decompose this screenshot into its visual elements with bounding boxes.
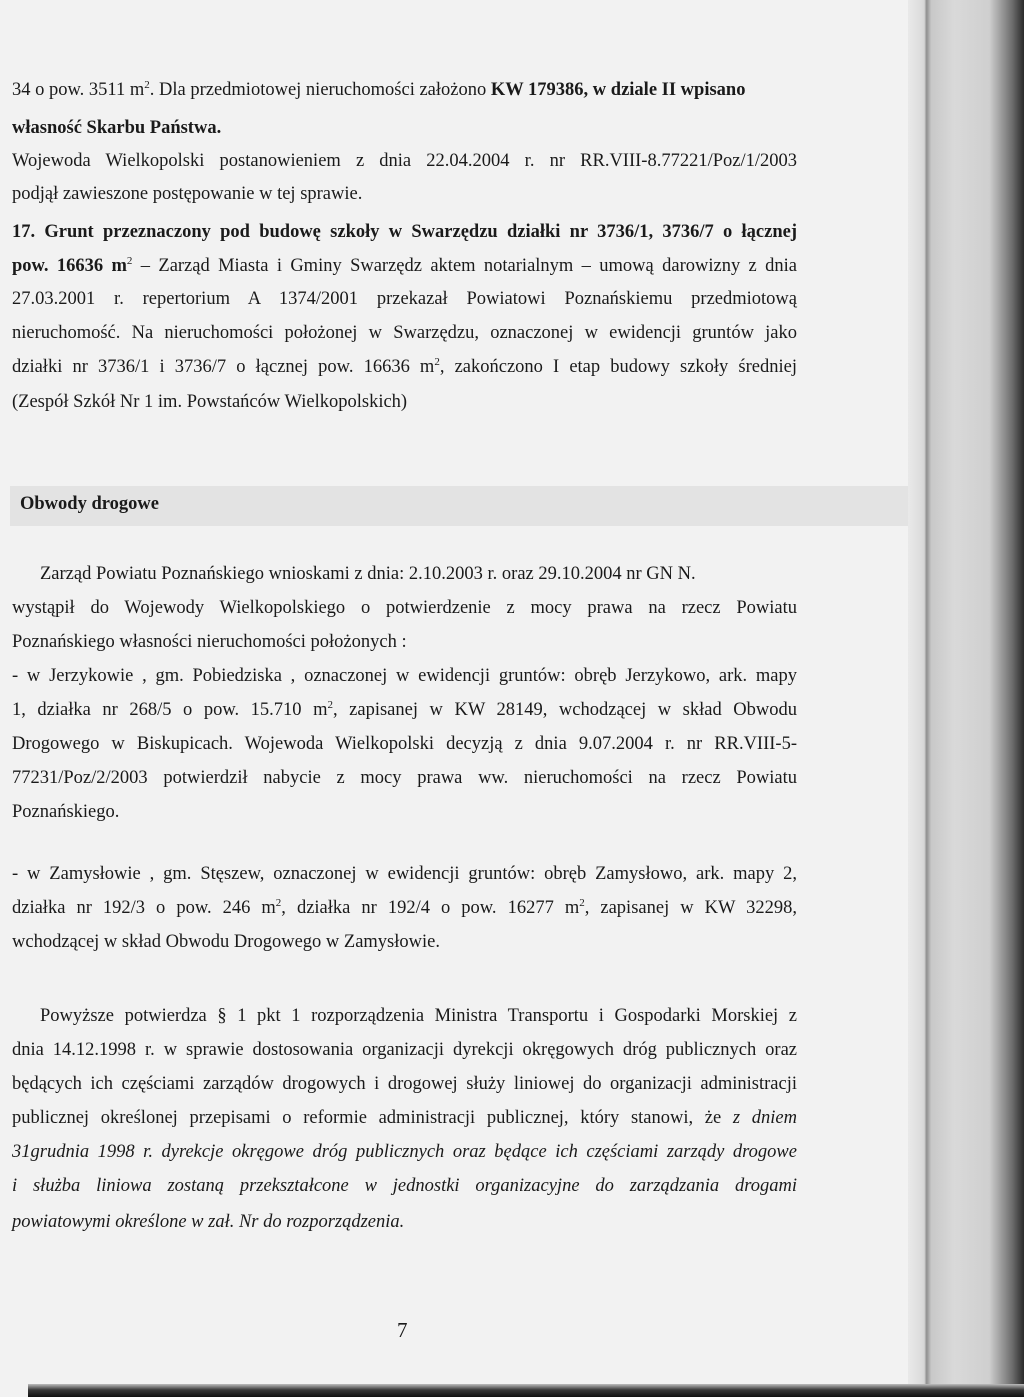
text-segment: , zakończono I etap budowy szkoły średniej bbox=[439, 357, 797, 377]
text-segment: 34 o pow. 3511 m bbox=[12, 80, 145, 100]
text-line bbox=[12, 930, 440, 954]
text-segment: , zapisanej w KW 32298, bbox=[584, 898, 798, 918]
text-segment: powiatowymi określone w zał. Nr do rozporządzenia. bbox=[12, 1212, 405, 1232]
text-segment: i służba liniowa zostaną przekształcone w jednostki organizacyjne do zarządzania drogami bbox=[12, 1176, 797, 1196]
superscript: 2 bbox=[275, 896, 282, 909]
text-line bbox=[12, 862, 797, 886]
text-segment: Powyższe potwierdza § 1 pkt 1 rozporządzenia Ministra Transportu i Gospodarki Morskiej z bbox=[40, 1006, 797, 1026]
text-line bbox=[12, 1210, 404, 1234]
text-line bbox=[12, 596, 797, 620]
text-line bbox=[12, 630, 407, 654]
text-segment: publicznej określonej przepisami o reformie administracji publicznej, który stanowi, że bbox=[12, 1108, 733, 1128]
text-segment: z dniem bbox=[732, 1108, 797, 1128]
text-segment: działki nr 3736/1 i 3736/7 o łącznej pow. 16636 m bbox=[12, 357, 435, 377]
superscript: 2 bbox=[126, 254, 133, 267]
text-line bbox=[12, 1174, 797, 1198]
text-segment: Wojewoda Wielkopolski postanowieniem z dnia 22.04.2004 r. nr RR.VIII-8.77221/Poz/1/2003 bbox=[12, 151, 797, 171]
section-heading-bar bbox=[10, 486, 908, 526]
text-segment: Poznańskiego. bbox=[12, 802, 120, 822]
text-segment: 17. Grunt przeznaczony pod budowę szkoły w Swarzędzu działki nr 3736/1, 3736/7 o łącznej bbox=[12, 222, 797, 242]
text-line bbox=[12, 390, 407, 414]
scan-gutter-edge bbox=[908, 0, 1024, 1397]
text-line bbox=[12, 664, 797, 688]
text-line bbox=[12, 698, 797, 722]
text-segment: - w Zamysłowie , gm. Stęszew, oznaczonej w ewidencji gruntów: obręb Zamysłowo, ark. mapy 2, bbox=[12, 864, 797, 884]
superscript: 2 bbox=[144, 78, 150, 91]
text-line bbox=[12, 766, 797, 790]
text-line bbox=[12, 1038, 797, 1062]
text-segment: dnia 14.12.1998 r. w sprawie dostosowania organizacji dyrekcji okręgowych dróg publicznych oraz bbox=[12, 1040, 797, 1060]
text-segment: 27.03.2001 r. repertorium A 1374/2001 przekazał Powiatowi Poznańskiemu przedmiotową bbox=[12, 289, 797, 309]
text-line bbox=[12, 149, 797, 173]
text-segment: (Zespół Szkół Nr 1 im. Powstańców Wielkopolskich) bbox=[12, 392, 408, 412]
text-line bbox=[12, 220, 797, 244]
text-segment: działka nr 192/3 o pow. 246 m bbox=[12, 898, 276, 918]
text-line bbox=[12, 182, 362, 206]
text-segment: Zarząd Powiatu Poznańskiego wnioskami z dnia: 2.10.2003 r. oraz 29.10.2004 nr GN N. bbox=[40, 564, 696, 584]
text-line bbox=[12, 116, 221, 140]
superscript: 2 bbox=[327, 698, 333, 711]
text-segment: wchodzącej w skład Obwodu Drogowego w Zamysłowie. bbox=[12, 932, 440, 952]
text-segment: - w Jerzykowie , gm. Pobiedziska , oznaczonej w ewidencji gruntów: obręb Jerzykowo, ark. mapy bbox=[12, 666, 797, 686]
text-segment: będących ich częściami zarządów drogowych i drogowej służy liniowej do organizacji administracji bbox=[12, 1074, 797, 1094]
text-segment: własność Skarbu Państwa. bbox=[12, 118, 222, 138]
text-segment: nieruchomość. Na nieruchomości położonej w Swarzędzu, oznaczonej w ewidencji gruntów jako bbox=[12, 323, 797, 343]
text-segment: podjął zawieszone postępowanie w tej sprawie. bbox=[12, 184, 363, 204]
text-segment: 31grudnia 1998 r. dyrekcje okręgowe dróg publicznych oraz będące ich częściami zarządy drogowe bbox=[12, 1142, 797, 1162]
text-line bbox=[12, 1072, 797, 1096]
page-number: 7 bbox=[397, 1318, 408, 1342]
text-line bbox=[12, 254, 797, 278]
text-segment: 1, działka nr 268/5 o pow. 15.710 m bbox=[12, 700, 328, 720]
text-line bbox=[40, 562, 696, 586]
text-line bbox=[12, 1106, 797, 1130]
text-segment: KW 179386, w dziale II wpisano bbox=[490, 80, 746, 100]
text-line bbox=[12, 321, 797, 345]
text-line bbox=[12, 732, 797, 756]
text-segment: pow. 16636 m bbox=[12, 256, 127, 276]
text-segment: . Dla przedmiotowej nieruchomości założono bbox=[149, 80, 491, 100]
superscript: 2 bbox=[579, 896, 585, 909]
text-segment: , działka nr 192/4 o pow. 16277 m bbox=[281, 898, 580, 918]
text-line bbox=[12, 78, 745, 102]
scan-bottom-edge bbox=[28, 1384, 1024, 1397]
superscript: 2 bbox=[434, 355, 440, 368]
text-segment: wystąpił do Wojewody Wielkopolskiego o potwierdzenie z mocy prawa na rzecz Powiatu bbox=[12, 598, 797, 618]
text-line bbox=[40, 1004, 797, 1028]
text-line bbox=[12, 355, 797, 379]
text-line bbox=[12, 800, 119, 824]
text-segment: 77231/Poz/2/2003 potwierdził nabycie z mocy prawa ww. nieruchomości na rzecz Powiatu bbox=[12, 768, 797, 788]
text-segment: – Zarząd Miasta i Gminy Swarzędz aktem notarialnym – umową darowizny z dnia bbox=[132, 256, 797, 276]
text-line bbox=[12, 287, 797, 311]
text-segment: Poznańskiego własności nieruchomości położonych : bbox=[12, 632, 407, 652]
text-segment: , zapisanej w KW 28149, wchodzącej w skład Obwodu bbox=[333, 700, 798, 720]
text-line bbox=[12, 896, 797, 920]
text-line bbox=[12, 1140, 797, 1164]
text-segment: Drogowego w Biskupicach. Wojewoda Wielkopolski decyzją z dnia 9.07.2004 r. nr RR.VIII-5- bbox=[12, 734, 797, 754]
section-heading: Obwody drogowe bbox=[20, 494, 159, 514]
